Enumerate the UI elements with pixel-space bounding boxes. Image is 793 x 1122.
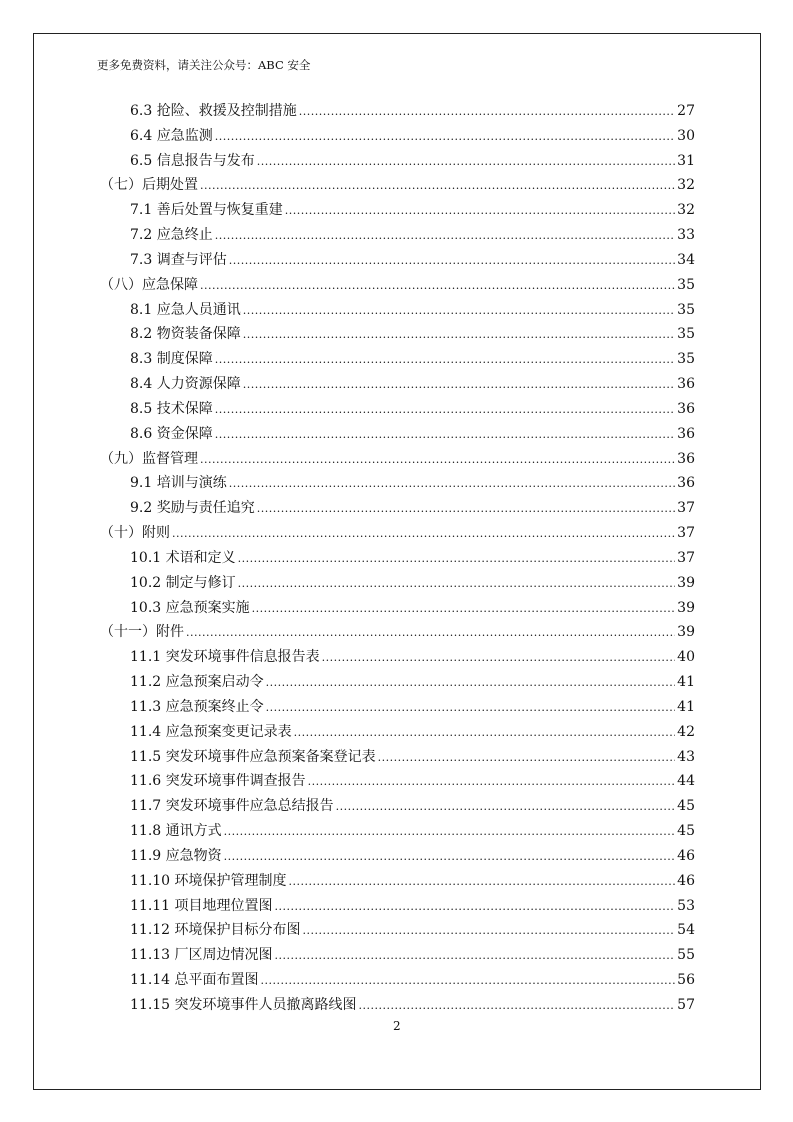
toc-entry-title: 11.4 应急预案变更记录表 bbox=[130, 723, 292, 740]
dot-leader bbox=[261, 971, 676, 991]
toc-entry[interactable] bbox=[100, 398, 695, 423]
toc-entry[interactable] bbox=[100, 845, 695, 870]
toc-entry-title: 9.1 培训与演练 bbox=[130, 475, 227, 492]
toc-entry[interactable] bbox=[100, 497, 695, 522]
toc-entry-page: 46 bbox=[677, 872, 695, 889]
toc-entry-title: 7.3 调查与评估 bbox=[130, 251, 227, 268]
toc-entry-title: 11.9 应急物资 bbox=[130, 847, 222, 864]
toc-entry-title: 11.10 环境保护管理制度 bbox=[130, 872, 287, 889]
toc-entry-title: 8.2 物资装备保障 bbox=[130, 326, 241, 343]
toc-entry-title: 8.1 应急人员通讯 bbox=[130, 301, 241, 318]
toc-entry-page: 41 bbox=[677, 674, 695, 691]
toc-entry-page: 27 bbox=[677, 103, 695, 119]
toc-entry[interactable] bbox=[100, 919, 695, 944]
dot-leader bbox=[243, 301, 675, 321]
toc-entry-page: 37 bbox=[677, 500, 695, 517]
toc-entry[interactable] bbox=[100, 522, 695, 547]
toc-entry-page: 35 bbox=[677, 351, 695, 368]
toc-entry[interactable] bbox=[100, 299, 695, 324]
toc-entry-title: 9.2 奖励与责任追究 bbox=[130, 500, 255, 517]
dot-leader bbox=[322, 648, 676, 668]
toc-entry-title: 6.5 信息报告与发布 bbox=[130, 152, 255, 169]
dot-leader bbox=[266, 698, 676, 718]
toc-entry[interactable] bbox=[100, 721, 695, 746]
toc-entry-page: 30 bbox=[677, 127, 695, 144]
toc-entry-page: 36 bbox=[677, 475, 695, 492]
dot-leader bbox=[172, 524, 675, 544]
dot-leader bbox=[229, 251, 675, 271]
toc-entry[interactable] bbox=[100, 895, 695, 920]
toc-entry-title: 11.6 突发环境事件调查报告 bbox=[130, 773, 306, 790]
toc-entry-page: 36 bbox=[677, 450, 695, 467]
dot-leader bbox=[252, 599, 676, 619]
toc-entry-title: （七）后期处置 bbox=[100, 177, 198, 194]
toc-entry-page: 41 bbox=[677, 698, 695, 715]
toc-entry-title: 11.15 突发环境事件人员撤离路线图 bbox=[130, 996, 357, 1013]
dot-leader bbox=[257, 499, 675, 519]
dot-leader bbox=[215, 350, 675, 370]
toc-entry-page: 53 bbox=[677, 897, 695, 914]
dot-leader bbox=[266, 673, 676, 693]
toc-entry-title: 10.1 术语和定义 bbox=[130, 549, 236, 566]
dot-leader bbox=[257, 152, 675, 172]
dot-leader bbox=[200, 176, 675, 196]
toc-entry-page: 32 bbox=[677, 177, 695, 194]
dot-leader bbox=[285, 201, 675, 221]
toc-entry-page: 35 bbox=[677, 301, 695, 318]
toc-entry-page: 36 bbox=[677, 376, 695, 393]
toc-entry-page: 32 bbox=[677, 202, 695, 219]
toc-entry-title: （十一）附件 bbox=[100, 624, 184, 641]
toc-entry-title: 8.6 资金保障 bbox=[130, 425, 213, 442]
toc-entry-title: 11.12 环境保护目标分布图 bbox=[130, 922, 301, 939]
toc-entry[interactable] bbox=[100, 423, 695, 448]
dot-leader bbox=[359, 996, 676, 1016]
dot-leader bbox=[243, 325, 675, 345]
dot-leader bbox=[224, 847, 676, 867]
toc-entry[interactable] bbox=[100, 696, 695, 721]
toc-entry[interactable] bbox=[100, 174, 695, 199]
toc-entry-title: 10.2 制定与修订 bbox=[130, 574, 236, 591]
dot-leader bbox=[275, 946, 676, 966]
dot-leader bbox=[299, 102, 675, 122]
dot-leader bbox=[215, 400, 675, 420]
toc-entry-page: 34 bbox=[677, 251, 695, 268]
toc-entry-page: 44 bbox=[677, 773, 695, 790]
toc-entry-page: 36 bbox=[677, 425, 695, 442]
toc-entry[interactable] bbox=[100, 224, 695, 249]
dot-leader bbox=[224, 822, 676, 842]
toc-entry-page: 39 bbox=[677, 574, 695, 591]
toc-entry[interactable] bbox=[100, 199, 695, 224]
toc-entry[interactable] bbox=[100, 150, 695, 175]
dot-leader bbox=[243, 375, 675, 395]
toc-entry[interactable] bbox=[100, 994, 695, 1019]
toc-entry[interactable] bbox=[100, 274, 695, 299]
toc-entry[interactable] bbox=[100, 125, 695, 150]
toc-entry-page: 40 bbox=[677, 649, 695, 666]
toc-entry-title: （八）应急保障 bbox=[100, 276, 198, 293]
dot-leader bbox=[229, 474, 675, 494]
toc-entry[interactable] bbox=[100, 348, 695, 373]
toc-entry[interactable] bbox=[100, 249, 695, 274]
page-header: 更多免费资料，请关注公众号：ABC 安全 bbox=[97, 58, 311, 72]
toc-entry[interactable] bbox=[100, 572, 695, 597]
dot-leader bbox=[215, 425, 675, 445]
toc-entry-page: 37 bbox=[677, 525, 695, 542]
toc-entry-page: 45 bbox=[677, 823, 695, 840]
dot-leader bbox=[308, 772, 676, 792]
toc-entry[interactable] bbox=[100, 646, 695, 671]
toc-entry-page: 33 bbox=[677, 227, 695, 244]
toc-entry[interactable] bbox=[100, 671, 695, 696]
toc-entry[interactable] bbox=[100, 944, 695, 969]
dot-leader bbox=[303, 921, 676, 941]
toc-entry-title: 7.1 善后处置与恢复重建 bbox=[130, 202, 283, 219]
toc-entry-page: 56 bbox=[677, 971, 695, 988]
toc-entry-title: 11.14 总平面布置图 bbox=[130, 971, 259, 988]
toc-entry[interactable] bbox=[100, 795, 695, 820]
toc-entry-title: 6.3 抢险、救援及控制措施 bbox=[130, 103, 297, 119]
dot-leader bbox=[215, 226, 675, 246]
toc-entry[interactable] bbox=[100, 100, 695, 125]
toc-entry-title: 11.3 应急预案终止令 bbox=[130, 698, 264, 715]
dot-leader bbox=[186, 623, 675, 643]
toc-entry[interactable] bbox=[100, 323, 695, 348]
dot-leader bbox=[294, 723, 676, 743]
dot-leader bbox=[238, 574, 676, 594]
toc-entry-page: 45 bbox=[677, 798, 695, 815]
toc-entry-title: （九）监督管理 bbox=[100, 450, 198, 467]
toc-entry-title: 8.4 人力资源保障 bbox=[130, 376, 241, 393]
toc-entry-page: 37 bbox=[677, 549, 695, 566]
page-number: 2 bbox=[393, 1019, 401, 1033]
table-of-contents bbox=[100, 100, 695, 1019]
dot-leader bbox=[275, 897, 676, 917]
toc-entry-page: 42 bbox=[677, 723, 695, 740]
toc-entry[interactable] bbox=[100, 547, 695, 572]
toc-entry-page: 46 bbox=[677, 847, 695, 864]
toc-entry-page: 35 bbox=[677, 326, 695, 343]
toc-entry-page: 57 bbox=[677, 996, 695, 1013]
toc-entry-page: 36 bbox=[677, 400, 695, 417]
toc-entry-page: 39 bbox=[677, 599, 695, 616]
toc-entry-title: 7.2 应急终止 bbox=[130, 227, 213, 244]
toc-entry-title: 10.3 应急预案实施 bbox=[130, 599, 250, 616]
toc-entry-title: 11.8 通讯方式 bbox=[130, 823, 222, 840]
toc-entry-page: 35 bbox=[677, 276, 695, 293]
toc-entry[interactable] bbox=[100, 746, 695, 771]
toc-entry-page: 31 bbox=[677, 152, 695, 169]
dot-leader bbox=[336, 797, 676, 817]
toc-entry[interactable] bbox=[100, 870, 695, 895]
toc-entry-page: 55 bbox=[677, 947, 695, 964]
toc-entry-title: 6.4 应急监测 bbox=[130, 127, 213, 144]
toc-entry-title: 11.13 厂区周边情况图 bbox=[130, 947, 273, 964]
toc-entry-page: 39 bbox=[677, 624, 695, 641]
dot-leader bbox=[289, 872, 676, 892]
toc-entry[interactable] bbox=[100, 448, 695, 473]
dot-leader bbox=[200, 450, 675, 470]
toc-entry[interactable] bbox=[100, 621, 695, 646]
toc-entry[interactable] bbox=[100, 770, 695, 795]
toc-entry-page: 54 bbox=[677, 922, 695, 939]
dot-leader bbox=[378, 748, 676, 768]
toc-entry-title: 11.2 应急预案启动令 bbox=[130, 674, 264, 691]
toc-entry-title: 11.1 突发环境事件信息报告表 bbox=[130, 649, 320, 666]
dot-leader bbox=[200, 276, 675, 296]
toc-entry[interactable] bbox=[100, 969, 695, 994]
toc-entry[interactable] bbox=[100, 373, 695, 398]
toc-entry[interactable] bbox=[100, 472, 695, 497]
toc-entry-title: 11.5 突发环境事件应急预案备案登记表 bbox=[130, 748, 376, 765]
dot-leader bbox=[215, 127, 675, 147]
toc-entry-title: 11.7 突发环境事件应急总结报告 bbox=[130, 798, 334, 815]
toc-entry-title: 8.3 制度保障 bbox=[130, 351, 213, 368]
toc-entry-title: 11.11 项目地理位置图 bbox=[130, 897, 273, 914]
toc-entry-title: 8.5 技术保障 bbox=[130, 400, 213, 417]
toc-entry[interactable] bbox=[100, 597, 695, 622]
toc-entry[interactable] bbox=[100, 820, 695, 845]
dot-leader bbox=[238, 549, 676, 569]
toc-entry-page: 43 bbox=[677, 748, 695, 765]
toc-entry-title: （十）附则 bbox=[100, 525, 170, 542]
